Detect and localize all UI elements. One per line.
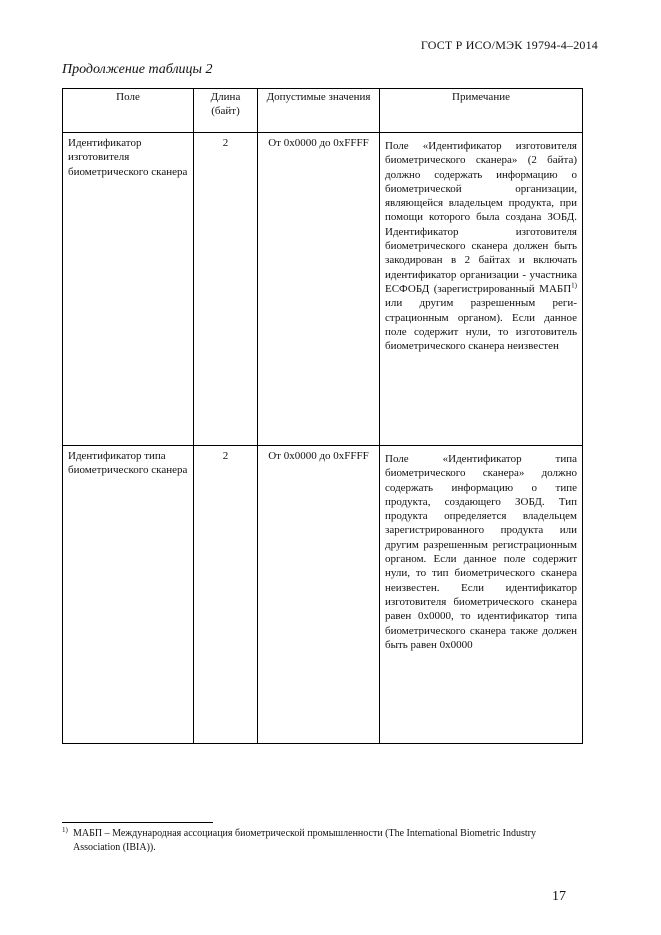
footnote xyxy=(62,827,599,854)
table-row xyxy=(63,446,583,744)
cell-length: 2 xyxy=(194,133,258,446)
cell-range: От 0x0000 до 0xFFFF xyxy=(258,446,380,744)
table-continuation-caption: Продолжение таблицы 2 xyxy=(62,62,213,77)
footnote-divider xyxy=(62,822,213,823)
column-header-length: Длина (байт) xyxy=(194,89,258,133)
note-text: Поле «Идентификатор изготовителя биометрического сканера» (2 байта) должно содержать информацию о биометрической организации, являющейся владельцем продукта, при помощи которого была создана ЗОБД. Идентификатор изготовителя биометрического сканера должен быть закодирован в 2 байтах и включать идентификатор организации - участника ЕСФОБД (зарегистрированный МАБП xyxy=(385,140,577,295)
standard-header: ГОСТ Р ИСО/МЭК 19794-4–2014 xyxy=(420,38,598,52)
footnote-text-continued: Association (IBIA)). xyxy=(73,841,156,853)
column-header-note: Примечание xyxy=(380,89,583,133)
page-number: 17 xyxy=(552,889,566,904)
footnote-text: МАБП – Международная ассоциация биометрической промышленности (The International Biometric Industry xyxy=(73,828,536,839)
cell-note: Поле «Идентификатор типа биометрического сканера» должно содержать информацию о типе продукта, создающего ЗОБД. Тип продукта определяется владельцем зарегистрированного продукта или другим разрешенным регистрационным органом. Если данное поле содержит нули, то тип биометрического сканера неизвестен. Если идентификатор изготовителя биометрического сканера равен 0x0000, то идентификатор типа биометрического сканера также должен быть равен 0x0000 xyxy=(380,446,583,744)
cell-range: От 0x0000 до 0xFFFF xyxy=(258,133,380,446)
cell-length: 2 xyxy=(194,446,258,744)
footnote-reference: 1) xyxy=(571,281,577,290)
column-header-range: Допустимые значения xyxy=(258,89,380,133)
cell-field: Идентификатор типа биометрического сканера xyxy=(63,446,194,744)
cell-field: Идентификатор изготовителя биометрического сканера xyxy=(63,133,194,446)
table-header-row xyxy=(63,89,583,133)
footnote-marker: 1) xyxy=(62,826,68,834)
note-text-continued: или другим разрешенным регистрационным органом). Если данное поле содержит нули, то изготовитель биометрического сканера неизвестен xyxy=(385,297,577,353)
cell-note xyxy=(380,133,583,446)
table-row xyxy=(63,133,583,446)
specification-table xyxy=(62,88,583,744)
column-header-field: Поле xyxy=(63,89,194,133)
